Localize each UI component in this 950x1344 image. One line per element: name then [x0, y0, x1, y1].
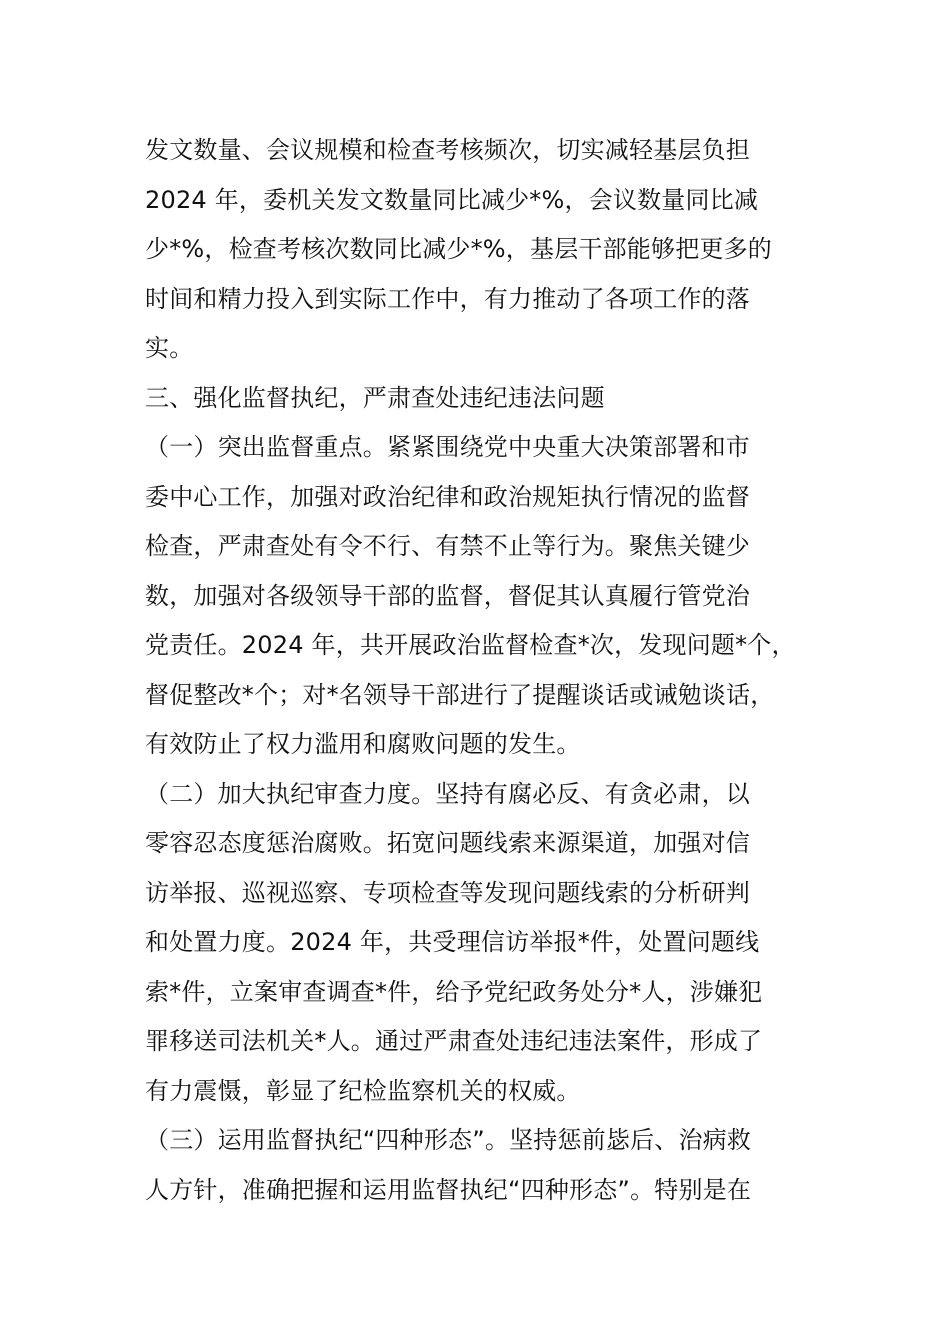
text-line: （一）突出监督重点。紧紧围绕党中央重大决策部署和市 [145, 433, 750, 461]
text-line: 访举报、巡视巡察、专项检查等发现问题线索的分析研判 [145, 878, 750, 907]
text-line: 党责任。2024 年，共开展政治监督检查*次，发现问题*个， [145, 631, 796, 659]
text-line: 时间和精力投入到实际工作中，有力推动了各项工作的落 [145, 284, 750, 313]
text-line: 零容忍态度惩治腐败。拓宽问题线索来源渠道，加强对信 [145, 829, 750, 857]
text-line: 2024 年，委机关发文数量同比减少*%，会议数量同比减 [145, 185, 759, 214]
text-line: 人方针，准确把握和运用监督执纪“四种形态”。特别是在 [145, 1175, 752, 1204]
text-line: （二）加大执纪审查力度。坚持有腐必反、有贪必肃，以 [145, 779, 750, 808]
text-line: 委中心工作，加强对政治纪律和政治规矩执行情况的监督 [145, 482, 750, 511]
text-line: 和处置力度。2024 年，共受理信访举报*件，处置问题线 [145, 928, 760, 956]
text-line: 检查，严肃查处有令不行、有禁不止等行为。聚焦关键少 [145, 532, 750, 560]
body-text [145, 126, 825, 1215]
text-line: 发文数量、会议规模和检查考核频次，切实减轻基层负担 [145, 136, 750, 164]
text-line: 实。 [145, 334, 194, 362]
text-line: 有力震慑，彰显了纪检监察机关的权威。 [145, 1076, 581, 1105]
text-line: 有效防止了权力滥用和腐败问题的发生。 [145, 730, 581, 758]
text-line: （三）运用监督执纪“四种形态”。坚持惩前毖后、治病救 [145, 1126, 752, 1154]
text-line: 督促整改*个；对*名领导干部进行了提醒谈话或诫勉谈话， [145, 680, 775, 709]
section-heading: 三、强化监督执纪，严肃查处违纪违法问题 [145, 383, 605, 412]
text-line: 数，加强对各级领导干部的监督，督促其认真履行管党治 [145, 581, 750, 610]
text-line: 索*件，立案审查调查*件，给予党纪政务处分*人，涉嫌犯 [145, 977, 763, 1006]
text-line: 罪移送司法机关*人。通过严肃查处违纪违法案件，形成了 [145, 1027, 763, 1055]
text-line: 少*%，检查考核次数同比减少*%，基层干部能够把更多的 [145, 235, 773, 263]
